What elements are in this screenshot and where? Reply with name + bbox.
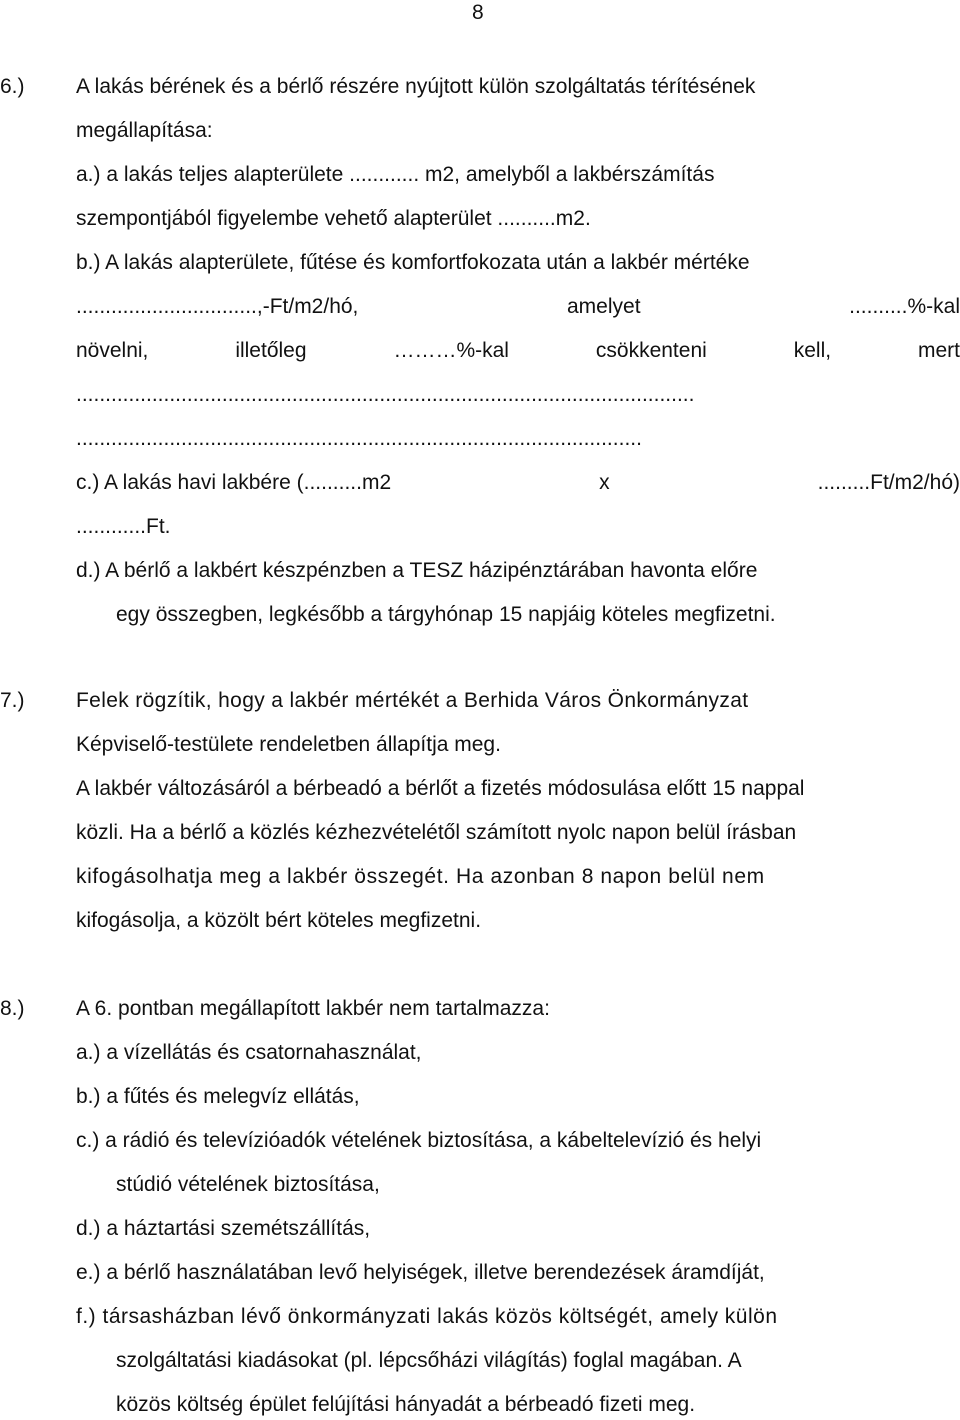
section-6d-line-1: d.) A bérlő a lakbért készpénzben a TESZ házipénztárában havonta előre xyxy=(76,559,758,582)
section-6c-line-1 xyxy=(76,470,960,496)
section-6b-line-2 xyxy=(76,294,960,320)
section-8-label: 8.) xyxy=(0,997,25,1020)
section-7-line-2: Képviselő-testülete rendeletben állapítja meg. xyxy=(76,733,501,756)
section-6d-line-2: egy összegben, legkésőbb a tárgyhónap 15 napjáig köteles megfizetni. xyxy=(116,603,776,626)
section-8c-line-1: c.) a rádió és televízióadók vételének biztosítása, a kábeltelevízió és helyi xyxy=(76,1129,762,1152)
percent-decrease-blank: ………%-kal xyxy=(393,339,509,362)
section-6b-line-3 xyxy=(76,338,960,364)
section-6-line-1 xyxy=(76,74,960,100)
multiply-sign: x xyxy=(599,471,610,494)
word-kell: kell, xyxy=(793,339,832,362)
word-csokkenteni: csökkenteni xyxy=(595,339,707,362)
section-6b-reason-blank-1: .......................................................................................................... xyxy=(76,383,695,406)
section-8f-line-1: f.) társasházban lévő önkormányzati lakás közös költségét, amely külön xyxy=(76,1305,778,1328)
section-7-line-4: közli. Ha a bérlő a közlés kézhezvételétől számított nyolc napon belül írásban xyxy=(76,821,797,844)
section-7-line-1: Felek rögzítik, hogy a lakbér mértékét a Berhida Város Önkormányzat xyxy=(76,689,749,712)
section-6b-line-1: b.) A lakás alapterülete, fűtése és komfortfokozata után a lakbér mértéke xyxy=(76,251,750,274)
page-number: 8 xyxy=(472,1,484,24)
section-6c-line-2: ............Ft. xyxy=(76,515,171,538)
section-7-line-5: kifogásolhatja meg a lakbér összegét. Ha azonban 8 napon belül nem xyxy=(76,865,765,888)
section-6a-line-2: szempontjából figyelembe vehető alapterület ..........m2. xyxy=(76,207,591,230)
section-8a: a.) a vízellátás és csatornahasználat, xyxy=(76,1041,422,1064)
section-8f-line-2: szolgáltatási kiadásokat (pl. lépcsőházi világítás) foglal magában. A xyxy=(116,1349,742,1372)
section-8f-line-3: közös költség épület felújítási hányadát a bérbeadó fizeti meg. xyxy=(116,1393,696,1416)
percent-increase-blank: ..........%-kal xyxy=(849,295,960,318)
section-8-line-1: A 6. pontban megállapított lakbér nem tartalmazza: xyxy=(76,997,550,1020)
word-illetoleg: illetőleg xyxy=(235,339,307,362)
word-amelyet: amelyet xyxy=(567,295,641,318)
monthly-rent-area: c.) A lakás havi lakbére (..........m2 xyxy=(76,471,392,494)
section-8c-line-2: stúdió vételének biztosítása, xyxy=(116,1173,380,1196)
section-8d: d.) a háztartási szemétszállítás, xyxy=(76,1217,371,1240)
section-7-line-3: A lakbér változásáról a bérbeadó a bérlőt a fizetés módosulása előtt 15 nappal xyxy=(76,777,805,800)
section-6-text-1: A lakás bérének és a bérlő részére nyújtott külön szolgáltatás térítésének xyxy=(76,75,756,98)
word-mert: mert xyxy=(918,339,960,362)
section-7-label: 7.) xyxy=(0,689,25,712)
section-6-label: 6.) xyxy=(0,75,25,98)
word-novelni: növelni, xyxy=(76,339,149,362)
section-7-line-6: kifogásolja, a közölt bért köteles megfizetni. xyxy=(76,909,482,932)
section-6a-line-1: a.) a lakás teljes alapterülete ............ m2, amelyből a lakbérszámítás xyxy=(76,163,715,186)
rate-blank: ...............................,-Ft/m2/hó, xyxy=(76,295,359,318)
section-6-line-2: megállapítása: xyxy=(76,119,213,142)
section-8e: e.) a bérlő használatában levő helyiségek, illetve berendezések áramdíját, xyxy=(76,1261,765,1284)
section-8b: b.) a fűtés és melegvíz ellátás, xyxy=(76,1085,360,1108)
section-6b-reason-blank-2: ................................................................................................. xyxy=(76,427,642,450)
monthly-rent-rate: .........Ft/m2/hó) xyxy=(817,471,960,494)
